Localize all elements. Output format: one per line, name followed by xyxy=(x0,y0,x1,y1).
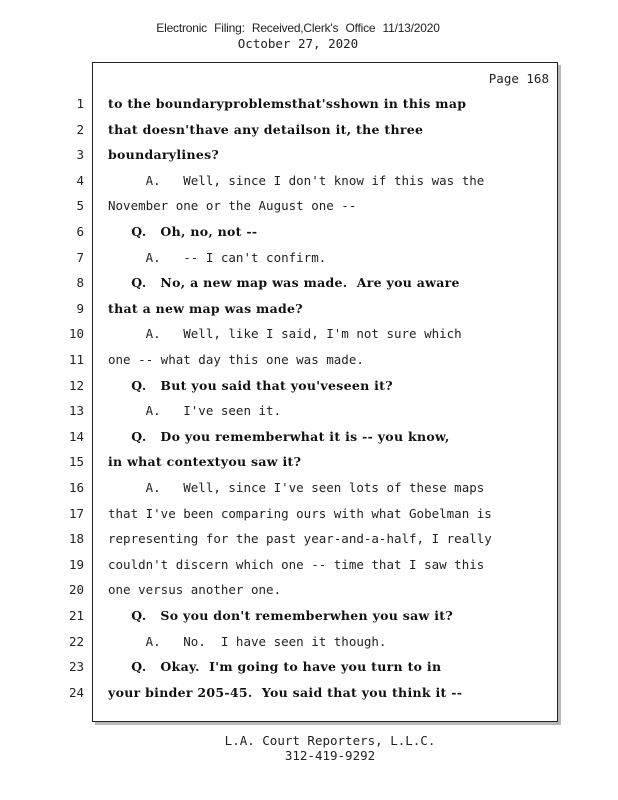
answer-line: November one or the August one -- xyxy=(108,198,357,213)
line-number: 3 xyxy=(76,147,84,162)
question-line: to the boundaryproblemsthat'sshown in this map xyxy=(108,96,467,111)
question-line: that doesn'thave any detailson it, the three xyxy=(108,122,424,137)
answer-line: A. Well, like I said, I'm not sure which xyxy=(108,326,462,341)
reporter-phone: 312-419-9292 xyxy=(284,748,376,763)
footer xyxy=(0,733,618,763)
line-number: 12 xyxy=(68,378,84,393)
line-number: 23 xyxy=(68,659,84,674)
answer-line: one -- what day this one was made. xyxy=(108,352,364,367)
line-number: 9 xyxy=(76,301,84,316)
line-number: 14 xyxy=(68,429,84,444)
answer-line: A. Well, since I've seen lots of these maps xyxy=(108,480,485,495)
line-number: 17 xyxy=(68,506,84,521)
question-line: that a new map was made? xyxy=(108,301,303,316)
question-line: boundarylines? xyxy=(108,147,220,162)
line-number: 4 xyxy=(76,173,84,188)
question-line: Q. No, a new map was made. Are you aware xyxy=(108,275,460,290)
deposition-date: October 27, 2020 xyxy=(237,36,359,51)
line-number: 2 xyxy=(76,122,84,137)
question-line: Q. Oh, no, not -- xyxy=(108,224,258,239)
answer-line: that I've been comparing ours with what Gobelman is xyxy=(108,506,492,521)
answer-line: A. -- I can't confirm. xyxy=(108,250,327,265)
line-number: 8 xyxy=(76,275,84,290)
line-number: 7 xyxy=(76,250,84,265)
line-number: 10 xyxy=(68,326,84,341)
line-number: 18 xyxy=(68,531,84,546)
line-number: 20 xyxy=(68,582,84,597)
question-line: Q. But you said that you'veseen it? xyxy=(108,378,393,393)
line-number: 22 xyxy=(68,634,84,649)
answer-line: A. Well, since I don't know if this was the xyxy=(108,173,485,188)
question-line: Q. Okay. I'm going to have you turn to in xyxy=(108,659,442,674)
line-number: 15 xyxy=(68,454,84,469)
answer-line: A. I've seen it. xyxy=(108,403,282,418)
line-number: 16 xyxy=(68,480,84,495)
answer-line: couldn't discern which one -- time that I saw this xyxy=(108,557,485,572)
page-number: Page 168 xyxy=(488,71,549,86)
filing-stamp: Electronic Filing: Received,Clerk's Office 11/13/2020 xyxy=(156,21,440,35)
line-number: 11 xyxy=(68,352,84,367)
line-number: 19 xyxy=(68,557,84,572)
question-line: Q. Do you rememberwhat it is -- you know, xyxy=(108,429,450,444)
line-number: 1 xyxy=(76,96,84,111)
line-number: 24 xyxy=(68,685,84,700)
answer-line: representing for the past year-and-a-half, I really xyxy=(108,531,492,546)
answer-line: A. No. I have seen it though. xyxy=(108,634,387,649)
question-line: Q. So you don't rememberwhen you saw it? xyxy=(108,608,454,623)
question-line: in what contextyou saw it? xyxy=(108,454,302,469)
answer-line: one versus another one. xyxy=(108,582,282,597)
line-number: 13 xyxy=(68,403,84,418)
question-line: your binder 205-45. You said that you think it -- xyxy=(108,685,463,700)
line-number: 6 xyxy=(76,224,84,239)
line-number: 5 xyxy=(76,198,84,213)
reporter-company: L.A. Court Reporters, L.L.C. xyxy=(224,733,436,748)
line-number: 21 xyxy=(68,608,84,623)
